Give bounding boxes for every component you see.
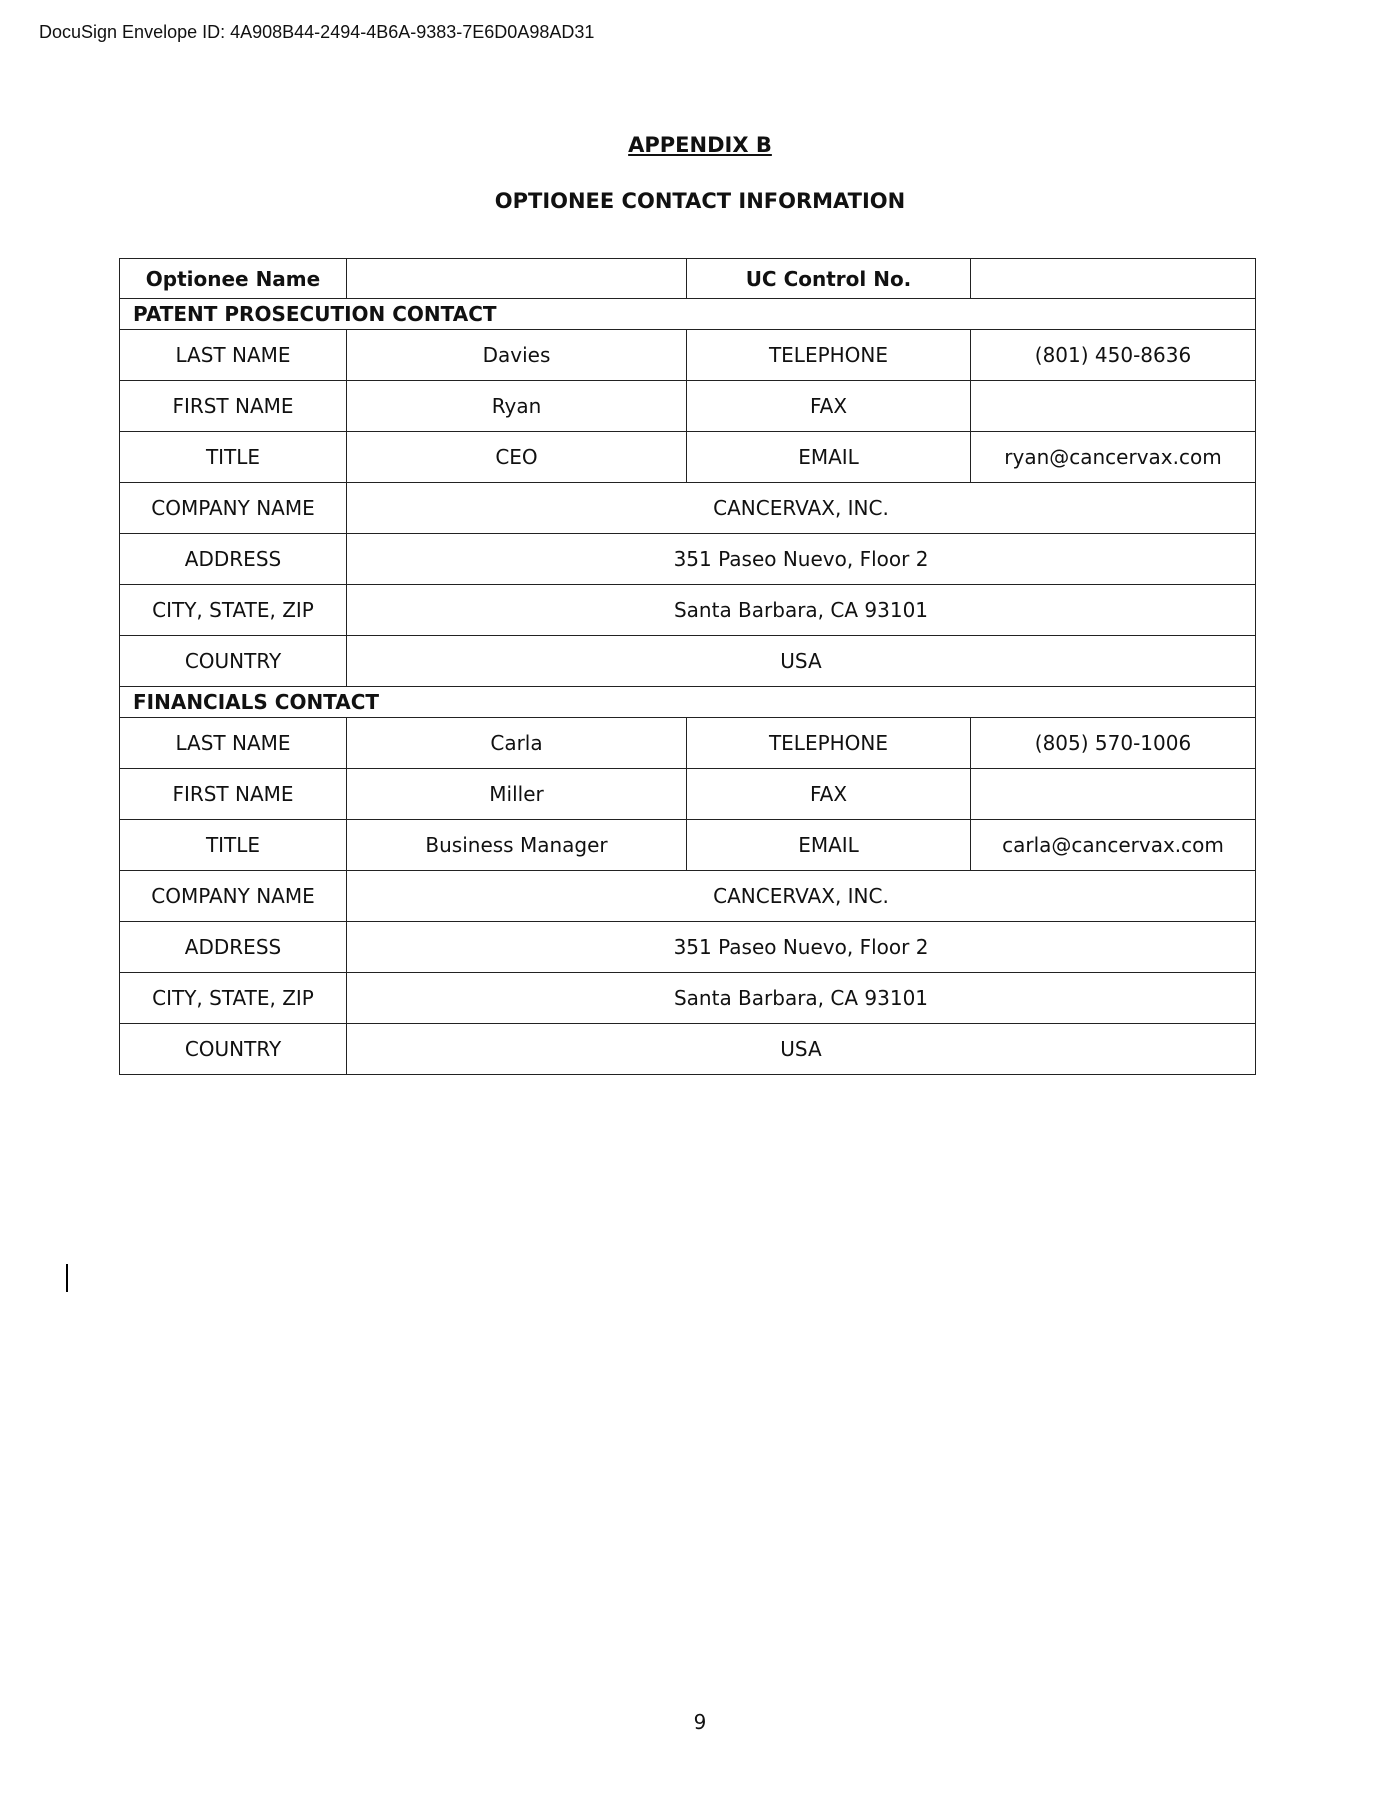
financial-company-label: COMPANY NAME xyxy=(120,871,347,922)
text-cursor xyxy=(66,1264,68,1292)
page-number: 9 xyxy=(693,1710,707,1734)
contact-table xyxy=(119,258,1256,1075)
table-row xyxy=(120,922,1256,973)
patent-address-label: ADDRESS xyxy=(120,534,347,585)
financial-fax-label: FAX xyxy=(687,769,971,820)
patent-fax-value xyxy=(971,381,1256,432)
patent-last-name-value: Davies xyxy=(347,330,687,381)
uc-control-label: UC Control No. xyxy=(687,259,971,299)
optionee-row xyxy=(120,259,1256,299)
table-row xyxy=(120,820,1256,871)
financial-city-value: Santa Barbara, CA 93101 xyxy=(347,973,1256,1024)
table-row xyxy=(120,871,1256,922)
financial-first-name-label: FIRST NAME xyxy=(120,769,347,820)
financial-address-value: 351 Paseo Nuevo, Floor 2 xyxy=(347,922,1256,973)
financial-fax-value xyxy=(971,769,1256,820)
financial-section-row xyxy=(120,687,1256,718)
patent-last-name-label: LAST NAME xyxy=(120,330,347,381)
patent-email-value: ryan@cancervax.com xyxy=(971,432,1256,483)
patent-first-name-label: FIRST NAME xyxy=(120,381,347,432)
table-row xyxy=(120,973,1256,1024)
table-row xyxy=(120,330,1256,381)
optionee-name-value[interactable] xyxy=(347,259,687,299)
financial-title-label: TITLE xyxy=(120,820,347,871)
patent-address-value: 351 Paseo Nuevo, Floor 2 xyxy=(347,534,1256,585)
financial-country-value: USA xyxy=(347,1024,1256,1075)
table-row xyxy=(120,769,1256,820)
patent-country-label: COUNTRY xyxy=(120,636,347,687)
financial-title-value: Business Manager xyxy=(347,820,687,871)
financial-email-value: carla@cancervax.com xyxy=(971,820,1256,871)
financial-last-name-value: Carla xyxy=(347,718,687,769)
table-row xyxy=(120,585,1256,636)
financial-city-label: CITY, STATE, ZIP xyxy=(120,973,347,1024)
appendix-heading: APPENDIX B xyxy=(628,133,772,157)
financial-address-label: ADDRESS xyxy=(120,922,347,973)
uc-control-value[interactable] xyxy=(971,259,1256,299)
patent-email-label: EMAIL xyxy=(687,432,971,483)
patent-company-value: CANCERVAX, INC. xyxy=(347,483,1256,534)
table-row xyxy=(120,718,1256,769)
financial-country-label: COUNTRY xyxy=(120,1024,347,1075)
patent-first-name-value: Ryan xyxy=(347,381,687,432)
financial-first-name-value: Miller xyxy=(347,769,687,820)
table-row xyxy=(120,636,1256,687)
financial-telephone-value: (805) 570-1006 xyxy=(971,718,1256,769)
financial-section-heading: FINANCIALS CONTACT xyxy=(120,687,1256,718)
patent-telephone-value: (801) 450-8636 xyxy=(971,330,1256,381)
table-row xyxy=(120,432,1256,483)
patent-country-value: USA xyxy=(347,636,1256,687)
patent-section-heading: PATENT PROSECUTION CONTACT xyxy=(120,299,1256,330)
envelope-id: DocuSign Envelope ID: 4A908B44-2494-4B6A-9383-7E6D0A98AD31 xyxy=(39,22,595,42)
patent-title-label: TITLE xyxy=(120,432,347,483)
patent-fax-label: FAX xyxy=(687,381,971,432)
patent-company-label: COMPANY NAME xyxy=(120,483,347,534)
patent-city-label: CITY, STATE, ZIP xyxy=(120,585,347,636)
patent-section-row xyxy=(120,299,1256,330)
optionee-name-label: Optionee Name xyxy=(120,259,347,299)
document-title: OPTIONEE CONTACT INFORMATION xyxy=(494,189,906,213)
patent-telephone-label: TELEPHONE xyxy=(687,330,971,381)
patent-title-value: CEO xyxy=(347,432,687,483)
table-row xyxy=(120,1024,1256,1075)
financial-telephone-label: TELEPHONE xyxy=(687,718,971,769)
financial-company-value: CANCERVAX, INC. xyxy=(347,871,1256,922)
table-row xyxy=(120,534,1256,585)
financial-last-name-label: LAST NAME xyxy=(120,718,347,769)
table-row xyxy=(120,483,1256,534)
financial-email-label: EMAIL xyxy=(687,820,971,871)
table-row xyxy=(120,381,1256,432)
patent-city-value: Santa Barbara, CA 93101 xyxy=(347,585,1256,636)
